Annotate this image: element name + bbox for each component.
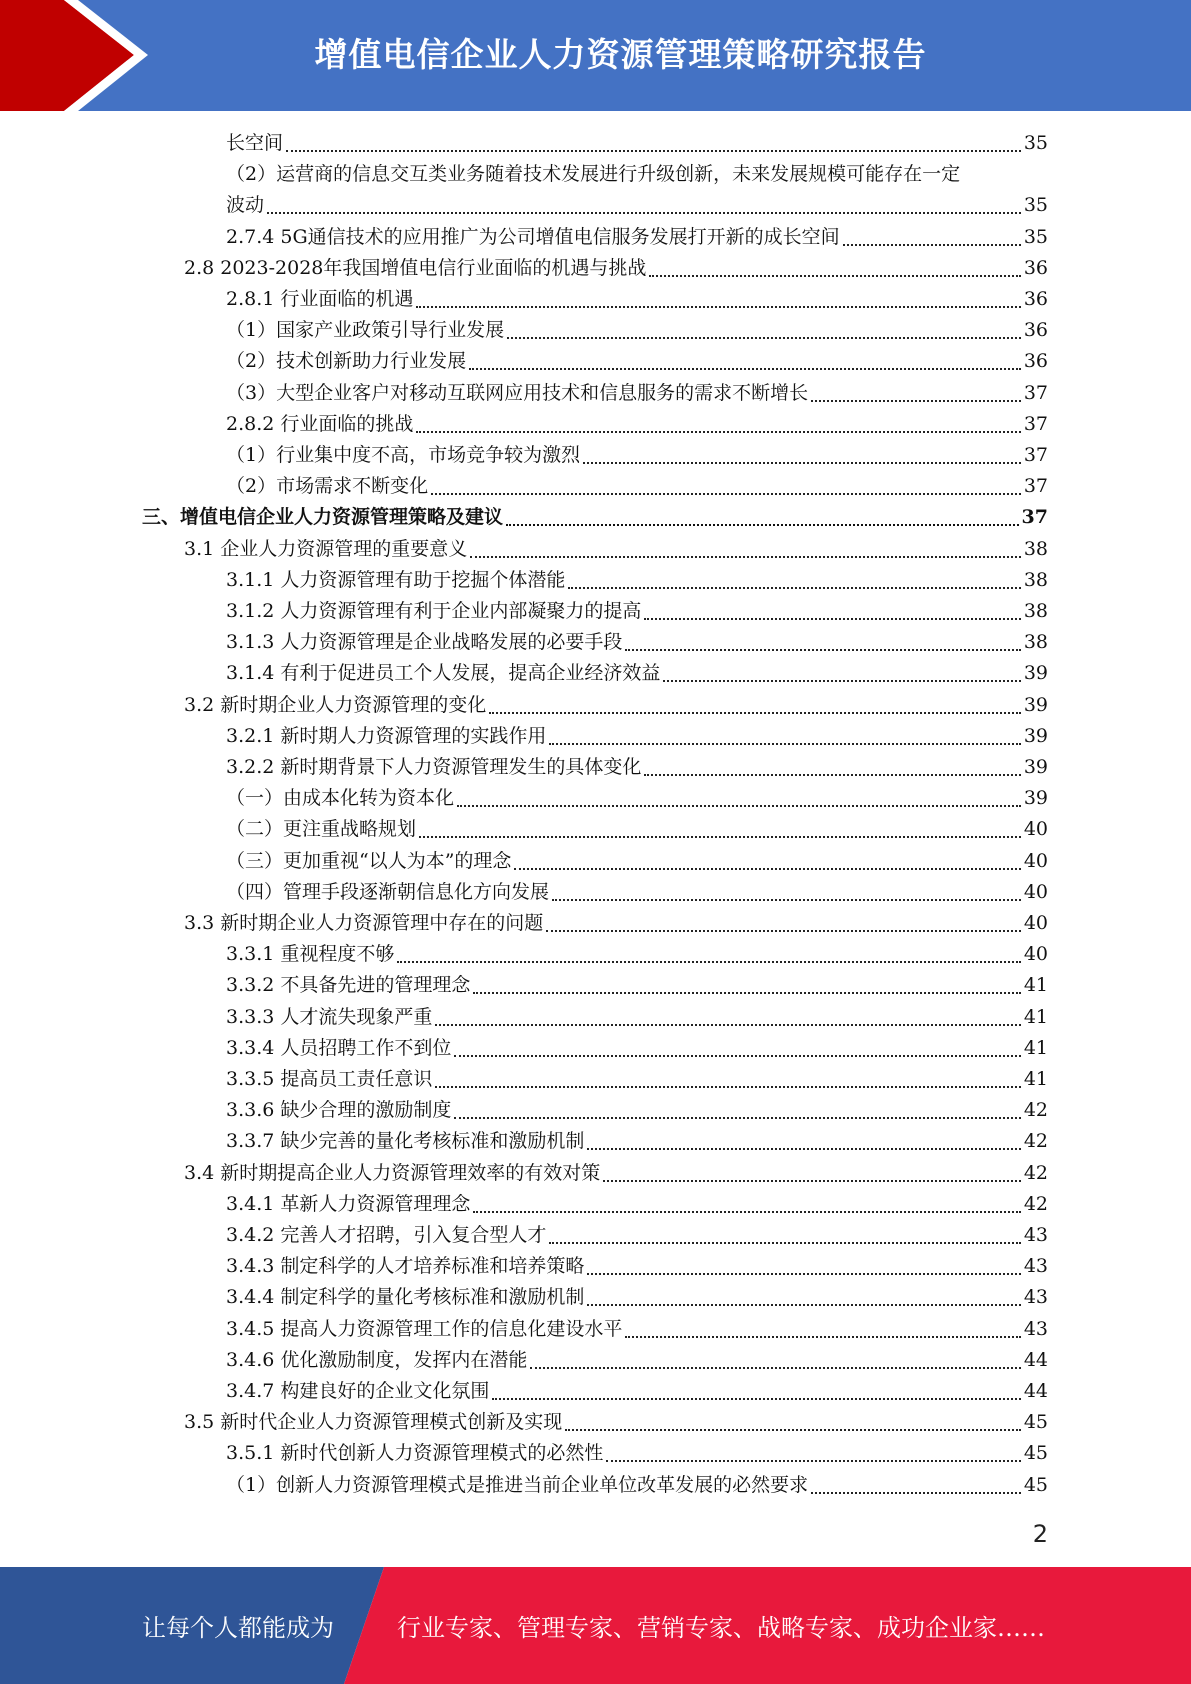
- toc-entry-page: 41: [1023, 1068, 1048, 1090]
- toc-entry-title: 3.3 新时期企业人力资源管理中存在的问题: [184, 912, 544, 934]
- toc-entry-title: 3.1.2 人力资源管理有利于企业内部凝聚力的提高: [226, 600, 642, 622]
- toc-leader-dots: [644, 618, 1020, 620]
- toc-entry[interactable]: [226, 970, 1048, 1001]
- toc-entry[interactable]: [226, 1126, 1048, 1157]
- toc-entry[interactable]: [226, 877, 1048, 908]
- report-title: 增值电信企业人力资源管理策略研究报告: [314, 34, 927, 74]
- toc-entry-page: 39: [1023, 662, 1048, 684]
- page-header: [0, 0, 1191, 111]
- toc-entry-title: 3.4.7 构建良好的企业文化氛围: [226, 1380, 490, 1402]
- toc-entry-title: 3.3.4 人员招聘工作不到位: [226, 1037, 452, 1059]
- toc-entry-title: 3.3.7 缺少完善的量化考核标准和激励机制: [226, 1130, 585, 1152]
- toc-entry[interactable]: [226, 939, 1048, 970]
- toc-leader-dots: [507, 337, 1021, 339]
- toc-entry-title: 3.1.1 人力资源管理有助于挖掘个体潜能: [226, 569, 566, 591]
- toc-entry-page: 42: [1023, 1130, 1048, 1152]
- footer-slogan-left: 让每个人都能成为: [142, 1614, 334, 1642]
- toc-entry-title: 2.8.2 行业面临的挑战: [226, 413, 414, 435]
- toc-entry-title: 3.2.1 新时期人力资源管理的实践作用: [226, 725, 547, 747]
- toc-entry-page: 45: [1023, 1411, 1048, 1433]
- toc-entry-title: 3.5.1 新时代创新人力资源管理模式的必然性: [226, 1442, 604, 1464]
- toc-leader-dots: [454, 1055, 1020, 1057]
- toc-entry-page: 36: [1023, 319, 1048, 341]
- toc-entry-page: 35: [1023, 132, 1048, 154]
- toc-entry[interactable]: [226, 1064, 1048, 1095]
- toc-entry[interactable]: [226, 1189, 1048, 1220]
- toc-leader-dots: [470, 556, 1021, 558]
- toc-entry-page: 37: [1023, 413, 1048, 435]
- toc-leader-dots: [431, 493, 1021, 495]
- toc-entry[interactable]: [226, 1314, 1048, 1345]
- toc-entry-title: （二）更注重战略规划: [226, 818, 417, 840]
- toc-leader-dots: [568, 587, 1020, 589]
- toc-entry-page: 43: [1023, 1255, 1048, 1277]
- toc-entry-page: 36: [1023, 350, 1048, 372]
- toc-entry-page: 37: [1021, 506, 1048, 528]
- toc-entry-title: （2）市场需求不断变化: [226, 475, 429, 497]
- toc-entry-title: 波动: [226, 194, 265, 216]
- toc-entry[interactable]: [142, 502, 1048, 533]
- toc-entry[interactable]: [226, 783, 1048, 814]
- toc-entry[interactable]: [226, 1376, 1048, 1407]
- toc-leader-dots: [416, 431, 1020, 433]
- toc-entry[interactable]: [184, 1407, 1048, 1438]
- toc-leader-dots: [552, 899, 1021, 901]
- toc-entry-title: 3.3.6 缺少合理的激励制度: [226, 1099, 452, 1121]
- toc-entry-page: 36: [1023, 288, 1048, 310]
- toc-entry-page: 37: [1023, 382, 1048, 404]
- toc-entry[interactable]: [226, 378, 1048, 409]
- toc-entry-page: 37: [1023, 444, 1048, 466]
- toc-entry-title: （1）行业集中度不高，市场竞争较为激烈: [226, 444, 581, 466]
- toc-leader-dots: [469, 368, 1021, 370]
- toc-leader-dots: [489, 712, 1021, 714]
- toc-leader-dots: [811, 400, 1021, 402]
- toc-entry-title: 3.4.6 优化激励制度，发挥内在潜能: [226, 1349, 528, 1371]
- toc-entry[interactable]: [226, 284, 1048, 315]
- toc-entry-page: 42: [1023, 1099, 1048, 1121]
- toc-entry-page: 40: [1023, 943, 1048, 965]
- toc-leader-dots: [625, 649, 1020, 651]
- toc-entry-title: 3.4.5 提高人力资源管理工作的信息化建设水平: [226, 1318, 623, 1340]
- toc-entry-page: 39: [1023, 756, 1048, 778]
- toc-entry[interactable]: [184, 534, 1048, 565]
- toc-entry[interactable]: [226, 658, 1048, 689]
- toc-entry[interactable]: [226, 1438, 1048, 1469]
- toc-entry-page: 39: [1023, 725, 1048, 747]
- toc-entry[interactable]: [226, 471, 1048, 502]
- toc-leader-dots: [473, 992, 1020, 994]
- toc-entry-page: 38: [1023, 569, 1048, 591]
- toc-entry-title: 3.4.1 革新人力资源管理理念: [226, 1193, 471, 1215]
- toc-entry-title: 3.4.4 制定科学的量化考核标准和激励机制: [226, 1286, 585, 1308]
- toc-leader-dots: [625, 1336, 1020, 1338]
- toc-entry-page: 35: [1023, 226, 1048, 248]
- toc-entry-title: （三）更加重视“以人为本”的理念: [226, 850, 512, 872]
- toc-entry-page: 41: [1023, 1006, 1048, 1028]
- toc-entry-title: 3.4.3 制定科学的人才培养标准和培养策略: [226, 1255, 585, 1277]
- toc-entry-page: 40: [1023, 818, 1048, 840]
- toc-entry-page: 37: [1023, 475, 1048, 497]
- page-footer: [0, 1567, 1191, 1684]
- toc-entry[interactable]: [226, 1345, 1048, 1376]
- toc-entry[interactable]: [226, 596, 1048, 627]
- toc-entry[interactable]: [226, 1033, 1048, 1064]
- toc-entry-title: （1）国家产业政策引导行业发展: [226, 319, 505, 341]
- toc-entry[interactable]: [226, 190, 1048, 221]
- toc-entry[interactable]: [226, 1095, 1048, 1126]
- toc-leader-dots: [506, 524, 1019, 526]
- toc-entry-page: 38: [1023, 600, 1048, 622]
- toc-entry-page: 38: [1023, 538, 1048, 560]
- toc-entry[interactable]: [226, 1002, 1048, 1033]
- toc-leader-dots: [514, 868, 1020, 870]
- toc-entry[interactable]: [226, 721, 1048, 752]
- toc-leader-dots: [454, 1117, 1020, 1119]
- toc-entry[interactable]: [226, 409, 1048, 440]
- toc-entry-title: 三、增值电信企业人力资源管理策略及建议: [142, 506, 504, 528]
- toc-entry[interactable]: [226, 159, 1048, 190]
- toc-leader-dots: [843, 244, 1021, 246]
- toc-leader-dots: [286, 150, 1021, 152]
- toc-leader-dots: [397, 961, 1020, 963]
- toc-entry[interactable]: [226, 846, 1048, 877]
- toc-entry-page: 40: [1023, 912, 1048, 934]
- toc-entry-title: 3.3.5 提高员工责任意识: [226, 1068, 433, 1090]
- toc-entry-title: （四）管理手段逐渐朝信息化方向发展: [226, 881, 550, 903]
- toc-entry[interactable]: [226, 1251, 1048, 1282]
- toc-entry-page: 42: [1023, 1193, 1048, 1215]
- toc-entry-title: （一）由成本化转为资本化: [226, 787, 455, 809]
- toc-entry-page: 42: [1023, 1162, 1048, 1184]
- footer-slogan-right: 行业专家、管理专家、营销专家、战略专家、成功企业家……: [397, 1614, 1045, 1642]
- toc-entry[interactable]: [226, 128, 1048, 159]
- toc-entry-title: 2.8 2023-2028年我国增值电信行业面临的机遇与挑战: [184, 257, 647, 279]
- toc-entry-page: 39: [1023, 694, 1048, 716]
- toc-entry-page: 41: [1023, 1037, 1048, 1059]
- toc-entry-title: 3.1.3 人力资源管理是企业战略发展的必要手段: [226, 631, 623, 653]
- toc-entry-title: 3.4.2 完善人才招聘，引入复合型人才: [226, 1224, 547, 1246]
- toc-entry-title: 3.3.3 人才流失现象严重: [226, 1006, 433, 1028]
- toc-entry-title: 3.2 新时期企业人力资源管理的变化: [184, 694, 487, 716]
- toc-entry[interactable]: [226, 222, 1048, 253]
- toc-entry-page: 35: [1023, 194, 1048, 216]
- toc-entry-title: 3.1.4 有利于促进员工个人发展，提高企业经济效益: [226, 662, 661, 684]
- toc-entry[interactable]: [226, 440, 1048, 471]
- toc-entry-title: （2）技术创新助力行业发展: [226, 350, 467, 372]
- toc-entry-title: 3.3.2 不具备先进的管理理念: [226, 974, 471, 996]
- toc-leader-dots: [549, 743, 1020, 745]
- toc-entry-page: 44: [1023, 1380, 1048, 1402]
- toc-entry[interactable]: [226, 752, 1048, 783]
- toc-entry-page: 45: [1023, 1474, 1048, 1496]
- toc-entry-page: 43: [1023, 1318, 1048, 1340]
- toc-entry[interactable]: [226, 814, 1048, 845]
- toc-leader-dots: [565, 1429, 1021, 1431]
- toc-entry[interactable]: [184, 253, 1048, 284]
- toc-entry-title: （2）运营商的信息交互类业务随着技术发展进行升级创新，未来发展规模可能存在一定: [226, 163, 961, 185]
- toc-leader-dots: [457, 805, 1021, 807]
- toc-entry-title: 3.1 企业人力资源管理的重要意义: [184, 538, 468, 560]
- toc-leader-dots: [587, 1304, 1020, 1306]
- toc-entry-page: 39: [1023, 787, 1048, 809]
- toc-entry[interactable]: [184, 908, 1048, 939]
- toc-entry[interactable]: [226, 346, 1048, 377]
- toc-entry-page: 43: [1023, 1286, 1048, 1308]
- toc-entry-title: 3.2.2 新时期背景下人力资源管理发生的具体变化: [226, 756, 642, 778]
- toc-entry-title: 3.3.1 重视程度不够: [226, 943, 395, 965]
- toc-leader-dots: [416, 306, 1020, 308]
- toc-leader-dots: [267, 212, 1021, 214]
- toc-leader-dots: [549, 1242, 1020, 1244]
- toc-entry-page: 43: [1023, 1224, 1048, 1246]
- toc-leader-dots: [663, 680, 1020, 682]
- toc-entry[interactable]: [226, 1470, 1048, 1501]
- toc-entry-page: 40: [1023, 850, 1048, 872]
- toc-entry-title: 长空间: [226, 132, 284, 154]
- toc-entry-page: 38: [1023, 631, 1048, 653]
- toc-entry-page: 44: [1023, 1349, 1048, 1371]
- toc-leader-dots: [649, 275, 1020, 277]
- toc-leader-dots: [473, 1211, 1020, 1213]
- toc-leader-dots: [492, 1398, 1020, 1400]
- toc-entry[interactable]: [184, 1158, 1048, 1189]
- toc-leader-dots: [435, 1086, 1020, 1088]
- page-number: 2: [1032, 1520, 1048, 1548]
- toc-leader-dots: [811, 1492, 1021, 1494]
- toc-entry[interactable]: [226, 1282, 1048, 1313]
- toc-entry[interactable]: [226, 1220, 1048, 1251]
- toc-entry-title: 2.7.4 5G通信技术的应用推广为公司增值电信服务发展打开新的成长空间: [226, 226, 840, 248]
- toc-entry[interactable]: [226, 315, 1048, 346]
- toc-entry-page: 40: [1023, 881, 1048, 903]
- toc-leader-dots: [435, 1024, 1020, 1026]
- toc-leader-dots: [603, 1180, 1021, 1182]
- toc-entry-title: 2.8.1 行业面临的机遇: [226, 288, 414, 310]
- toc-leader-dots: [587, 1148, 1020, 1150]
- toc-leader-dots: [583, 462, 1021, 464]
- toc-leader-dots: [644, 774, 1020, 776]
- toc-leader-dots: [606, 1460, 1020, 1462]
- toc-entry-page: 36: [1023, 257, 1048, 279]
- toc-entry-title: （1）创新人力资源管理模式是推进当前企业单位改革发展的必然要求: [226, 1474, 809, 1496]
- toc-entry[interactable]: [226, 565, 1048, 596]
- toc-leader-dots: [530, 1367, 1020, 1369]
- toc-entry-page: 45: [1023, 1442, 1048, 1464]
- toc-entry[interactable]: [184, 690, 1048, 721]
- toc-leader-dots: [419, 836, 1021, 838]
- toc-leader-dots: [587, 1273, 1020, 1275]
- toc-entry-page: 41: [1023, 974, 1048, 996]
- toc-entry-title: 3.5 新时代企业人力资源管理模式创新及实现: [184, 1411, 563, 1433]
- toc-entry-title: 3.4 新时期提高企业人力资源管理效率的有效对策: [184, 1162, 601, 1184]
- toc-entry-title: （3）大型企业客户对移动互联网应用技术和信息服务的需求不断增长: [226, 382, 809, 404]
- toc-leader-dots: [546, 930, 1021, 932]
- toc-entry[interactable]: [226, 627, 1048, 658]
